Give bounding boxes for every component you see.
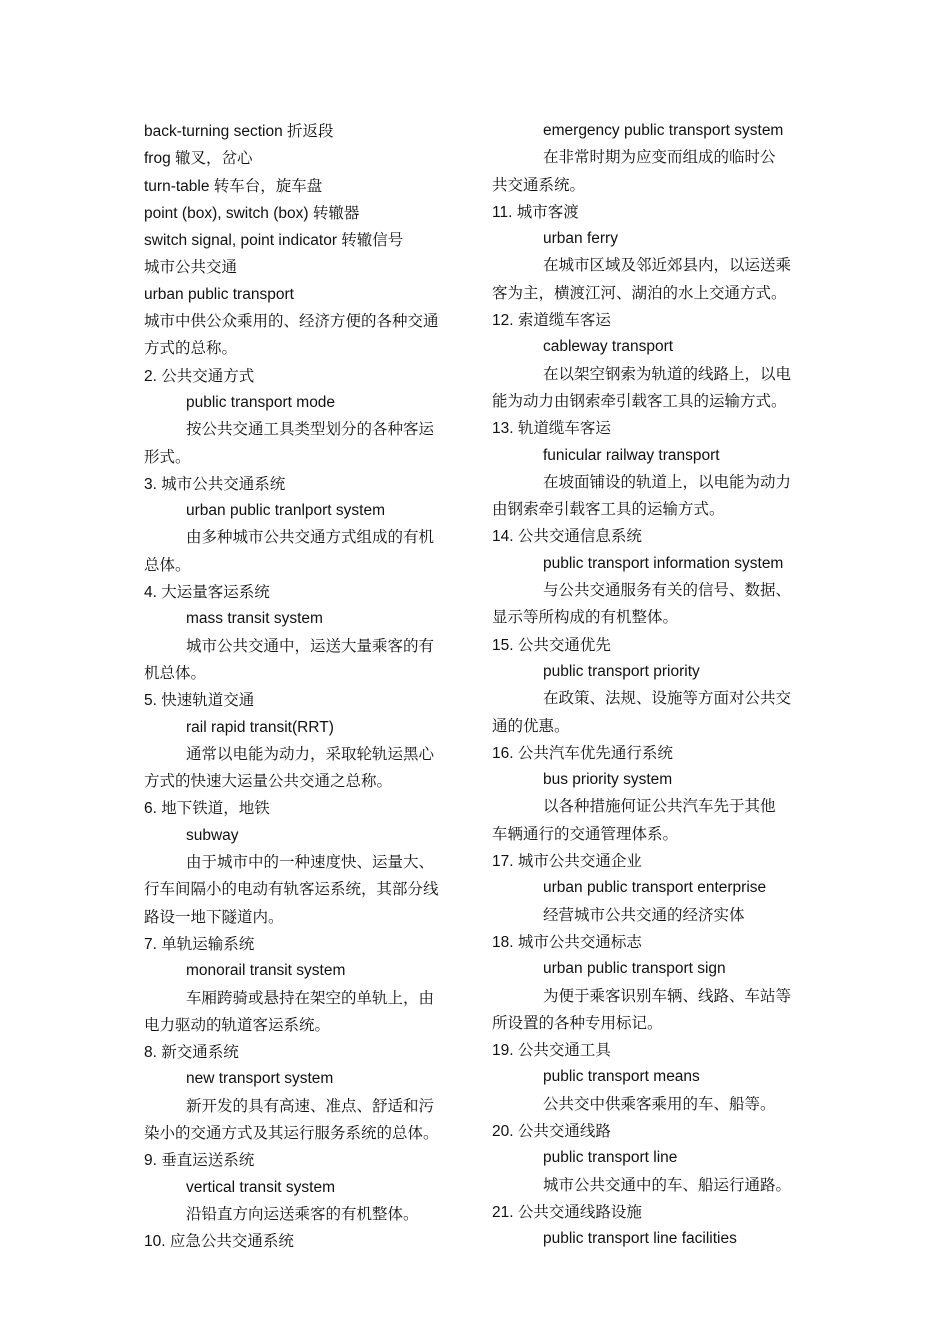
text-line: public transport line facilities <box>543 1230 737 1248</box>
text-line: 11. 城市客渡 <box>492 202 579 221</box>
text-line: 客为主，横渡江河、湖泊的水上交通方式。 <box>492 283 787 302</box>
text-line: 机总体。 <box>144 663 207 682</box>
text-line: 8. 新交通系统 <box>144 1043 239 1062</box>
text-line: 与公共交通服务有关的信号、数据、 <box>543 581 792 600</box>
text-line: 行车间隔小的电动有轨客运系统，其部分线 <box>144 880 439 899</box>
text-line: 城市中供公众乘用的、经济方便的各种交通 <box>144 312 439 331</box>
text-line: 显示等所构成的有机整体。 <box>492 608 679 627</box>
text-line: 经营城市公共交通的经济实体 <box>543 905 745 924</box>
text-line: 以各种措施何证公共汽车先于其他 <box>543 797 776 816</box>
text-line: 7. 单轨运输系统 <box>144 934 255 953</box>
text-line: 10. 应急公共交通系统 <box>144 1232 294 1251</box>
text-line: 车厢跨骑或悬持在架空的单轨上，由 <box>186 988 435 1007</box>
text-line: 由于城市中的一种速度快、运量大、 <box>186 853 435 872</box>
text-line: 在城市区域及邻近郊县内，以运送乘 <box>543 256 792 275</box>
text-line: subway <box>186 826 239 844</box>
text-line: 13. 轨道缆车客运 <box>492 419 611 438</box>
text-line: urban public transport <box>144 285 294 303</box>
text-line: frog 辙叉，岔心 <box>144 149 253 168</box>
text-line: urban public transport sign <box>543 960 726 978</box>
text-line: 共交通系统。 <box>492 175 586 194</box>
text-line: 公共交中供乘客乘用的车、船等。 <box>543 1094 776 1113</box>
text-line: 在政策、法规、设施等方面对公共交 <box>543 689 792 708</box>
text-line: urban public transport enterprise <box>543 879 767 897</box>
text-line: 19. 公共交通工具 <box>492 1041 611 1060</box>
text-line: 染小的交通方式及其运行服务系统的总体。 <box>144 1123 439 1142</box>
text-line: 车辆通行的交通管理体系。 <box>492 824 679 843</box>
text-line: 4. 大运量客运系统 <box>144 583 270 602</box>
text-line: mass transit system <box>186 610 323 628</box>
text-line: 2. 公共交通方式 <box>144 366 255 385</box>
text-line: 6. 地下铁道，地铁 <box>144 799 270 818</box>
right-column <box>492 118 810 1252</box>
text-line: 15. 公共交通优先 <box>492 635 611 654</box>
text-line: 由钢索牵引载客工具的运输方式。 <box>492 500 725 519</box>
text-line: 按公共交通工具类型划分的各种客运 <box>186 420 435 439</box>
text-line: 9. 垂直运送系统 <box>144 1151 255 1170</box>
text-line: 在非常时期为应变而组成的临时公 <box>543 148 776 167</box>
text-line: 21. 公共交通线路设施 <box>492 1202 642 1221</box>
text-line: 电力驱动的轨道客运系统。 <box>144 1015 331 1034</box>
text-line: 16. 公共汽车优先通行系统 <box>492 743 673 762</box>
text-line: funicular railway transport <box>543 446 720 464</box>
text-line: 在以架空钢索为轨道的线路上，以电 <box>543 364 792 383</box>
text-line: cableway transport <box>543 338 674 356</box>
text-line: 20. 公共交通线路 <box>492 1121 611 1140</box>
text-line: 12. 索道缆车客运 <box>492 311 611 330</box>
text-line: urban ferry <box>543 230 618 248</box>
text-line: 3. 城市公共交通系统 <box>144 474 286 493</box>
text-line: public transport priority <box>543 662 700 680</box>
text-line: 5. 快速轨道交通 <box>144 691 255 710</box>
text-line: urban public tranlport system <box>186 502 386 520</box>
text-line: 方式的总称。 <box>144 339 238 358</box>
text-line: 18. 城市公共交通标志 <box>492 932 642 951</box>
text-line: 城市公共交通中，运送大量乘客的有 <box>186 636 435 655</box>
text-line: bus priority system <box>543 771 673 789</box>
text-line: 能为动力由钢索牵引载客工具的运输方式。 <box>492 391 787 410</box>
text-line: switch signal, point indicator 转辙信号 <box>144 231 404 250</box>
text-line: public transport mode <box>186 393 336 411</box>
text-line: 在坡面铺设的轨道上，以电能为动力 <box>543 472 792 491</box>
text-line: vertical transit system <box>186 1178 336 1196</box>
text-line: back-turning section 折返段 <box>144 122 334 140</box>
text-line: 通常以电能为动力，采取轮轨运黑心 <box>186 744 435 763</box>
text-line: public transport line <box>543 1149 678 1167</box>
text-line: 总体。 <box>144 555 191 574</box>
text-line: 城市公共交通中的车、船运行通路。 <box>543 1175 792 1194</box>
text-line: 由多种城市公共交通方式组成的有机 <box>186 528 435 547</box>
text-line: monorail transit system <box>186 962 346 980</box>
text-line: public transport means <box>543 1068 700 1086</box>
text-line: 所设置的各种专用标记。 <box>492 1013 663 1032</box>
text-line: point (box), switch (box) 转辙器 <box>144 203 360 222</box>
text-line: 路设一地下隧道内。 <box>144 907 284 926</box>
text-line: rail rapid transit(RRT) <box>186 718 334 736</box>
text-line: 新开发的具有高速、准点、舒适和污 <box>186 1096 435 1115</box>
text-line: emergency public transport system <box>543 122 784 139</box>
text-line: public transport information system <box>543 554 784 572</box>
text-line: 通的优惠。 <box>492 716 570 735</box>
text-line: 形式。 <box>144 447 191 466</box>
text-line: new transport system <box>186 1070 334 1088</box>
text-line: 为便于乘客识别车辆、线路、车站等 <box>543 986 792 1005</box>
text-line: turn-table 转车台，旋车盘 <box>144 176 323 195</box>
left-column <box>144 118 462 1255</box>
text-line: 沿铅直方向运送乘客的有机整体。 <box>186 1204 419 1223</box>
text-line: 方式的快速大运量公共交通之总称。 <box>144 772 393 791</box>
text-line: 17. 城市公共交通企业 <box>492 852 642 871</box>
text-line: 城市公共交通 <box>144 258 238 277</box>
text-line: 14. 公共交通信息系统 <box>492 527 642 546</box>
